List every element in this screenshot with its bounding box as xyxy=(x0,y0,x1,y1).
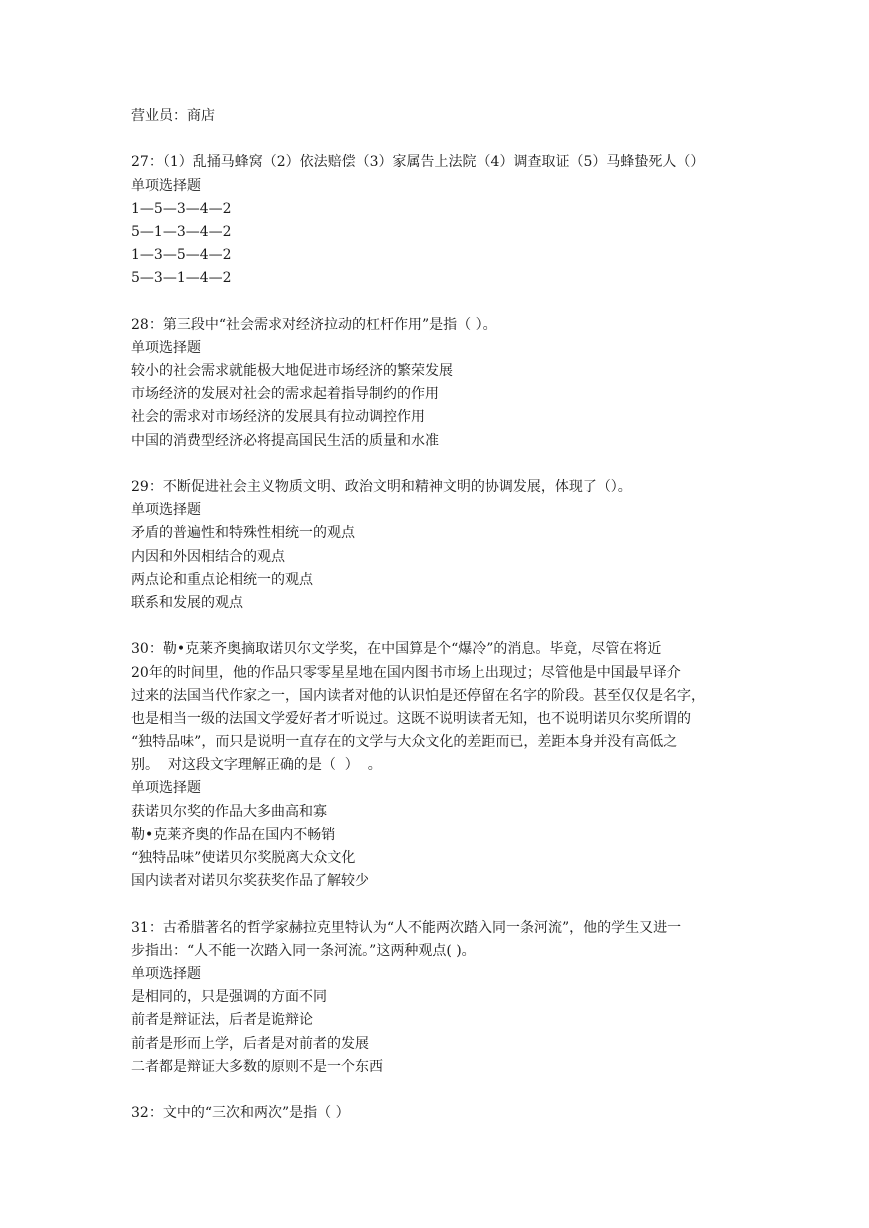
option: 1—5—3—4—2 xyxy=(131,200,232,217)
question-30 xyxy=(131,638,743,893)
spacer xyxy=(131,893,743,916)
question-29 xyxy=(131,476,743,615)
option: 5—3—1—4—2 xyxy=(131,270,232,287)
question-stem-line: 过来的法国当代作家之一，国内读者对他的认识怕是还停留在名字的阶段。甚至仅仅是名字， xyxy=(131,687,705,704)
option: 矛盾的普遍性和特殊性相统一的观点 xyxy=(131,525,355,542)
spacer xyxy=(131,1079,743,1102)
question-stem: 32：文中的“三次和两次”是指（ ） xyxy=(131,1105,350,1122)
question-stem: 28：第三段中“社会需求对经济拉动的杠杆作用”是指（ ）。 xyxy=(131,316,497,333)
question-type: 单项选择题 xyxy=(131,965,201,982)
option: 较小的社会需求就能极大地促进市场经济的繁荣发展 xyxy=(131,363,453,380)
question-stem-line: 20年的时间里，他的作品只零零星星地在国内图书市场上出现过；尽管他是中国最早译介 xyxy=(131,664,681,681)
question-type: 单项选择题 xyxy=(131,502,201,519)
option: “独特品味”使诺贝尔奖脱离大众文化 xyxy=(131,850,356,866)
option: 勒•克莱齐奥的作品在国内不畅销 xyxy=(131,826,336,843)
question-31 xyxy=(131,917,743,1079)
spacer xyxy=(131,453,743,476)
spacer xyxy=(131,615,743,638)
spacer xyxy=(131,128,743,151)
question-stem-line: “独特品味”，而只是说明一直存在的文学与大众文化的差距而已，差距本身并没有高低之 xyxy=(131,734,678,751)
spacer xyxy=(131,291,743,314)
option: 内因和外因相结合的观点 xyxy=(131,548,285,565)
option: 市场经济的发展对社会的需求起着指导制约的作用 xyxy=(131,386,439,403)
question-stem-line: 30：勒•克莱齐奥摘取诺贝尔文学奖，在中国算是个“爆冷”的消息。毕竟，尽管在将近 xyxy=(131,641,662,658)
question-type: 单项选择题 xyxy=(131,780,201,797)
option: 5—1—3—4—2 xyxy=(131,223,232,240)
question-stem: 29：不断促进社会主义物质文明、政治文明和精神文明的协调发展，体现了（）。 xyxy=(131,479,632,495)
option: 1—3—5—4—2 xyxy=(131,247,232,264)
option: 是相同的，只是强调的方面不同 xyxy=(131,989,327,1006)
question-stem-line: 31：古希腊著名的哲学家赫拉克里特认为“人不能两次踏入同一条河流”，他的学生又进一 xyxy=(131,919,682,936)
option: 联系和发展的观点 xyxy=(131,594,243,611)
option: 中国的消费型经济必将提高国民生活的质量和水准 xyxy=(131,432,439,449)
question-27 xyxy=(131,151,743,290)
question-stem-line: 别。 对这段文字理解正确的是（ ） 。 xyxy=(131,757,382,774)
question-type: 单项选择题 xyxy=(131,177,201,194)
question-32 xyxy=(131,1102,743,1125)
question-28 xyxy=(131,314,743,453)
option: 前者是辩证法，后者是诡辩论 xyxy=(131,1012,313,1029)
intro-text: 营业员：商店 xyxy=(131,108,215,124)
option: 前者是形而上学，后者是对前者的发展 xyxy=(131,1035,369,1052)
option: 获诺贝尔奖的作品大多曲高和寡 xyxy=(131,803,327,820)
option: 国内读者对诺贝尔奖获奖作品了解较少 xyxy=(131,873,369,890)
document-page xyxy=(131,105,743,1125)
question-type: 单项选择题 xyxy=(131,339,201,356)
question-stem-line: 也是相当一级的法国文学爱好者才听说过。这既不说明读者无知，也不说明诺贝尔奖所谓的 xyxy=(131,710,691,727)
question-stem: 27：（1）乱捅马蜂窝（2）依法赔偿（3）家属告上法院（4）调查取证（5）马蜂蛰死人（） xyxy=(131,154,705,171)
option: 二者都是辩证大多数的原则不是一个东西 xyxy=(131,1058,383,1075)
option: 社会的需求对市场经济的发展具有拉动调控作用 xyxy=(131,409,425,426)
option: 两点论和重点论相统一的观点 xyxy=(131,571,313,588)
question-stem-line: 步指出：“人不能一次踏入同一条河流。”这两种观点( )。 xyxy=(131,942,476,959)
